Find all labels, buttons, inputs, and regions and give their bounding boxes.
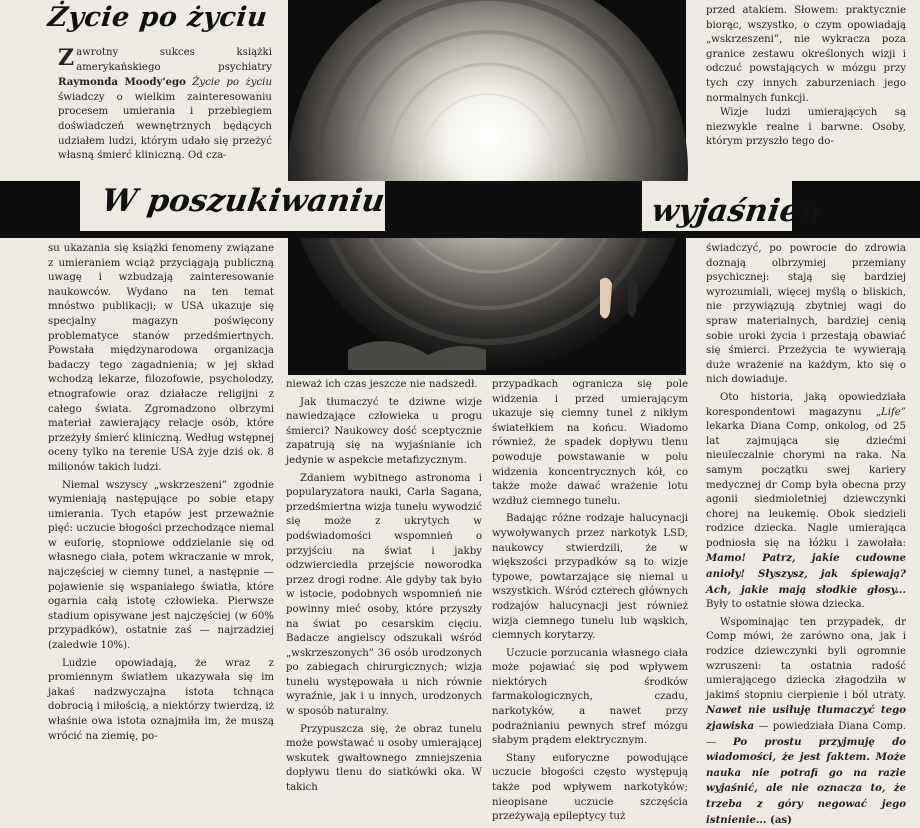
column-2 [286, 378, 482, 796]
subtitle-right: wyjaśnień [649, 193, 825, 229]
lead-paragraph: Zawrotny sukces książki amerykańskiego psychiatry Raymonda Moody'ego Życie po życiu świadczy o wielkim zainteresowaniu procesem umierania i przebiegiem doświadczeń wewnętrznych będących udziałem ludzi, którym udało się przeżyć własną śmierć kliniczną. Od cza- [58, 45, 273, 162]
subtitle-left: W poszukiwaniu [99, 183, 387, 219]
paragraph: su ukazania się książki fenomeny związane z umieraniem wciąż przyciągają publiczną uwagę i wzbudzają zainteresowanie naukowców. Wydano na ten temat mnóstwo publikacji; w USA ukazuje się specjalny magazyn poświęcony problematyce stanów przedśmiertnych. Powstała międzynarodowa organizacja badaczy tego zagadnienia; w jej skład wchodzą lekarze, filozofowie, psycholodzy, etnografowie oraz działacze religijni z całego świata. Zgromadzono olbrzymi materiał zawierający relacje osób, które przeżyły śmierć kliniczną. Według wstępnej oceny tylko na terenie USA żyje dziś ok. 8 milionów takich ludzi. [48, 243, 274, 473]
paragraph: Wizje ludzi umierających są niezwykle realne i barwne. Osoby, którym przyszło tego do- [706, 107, 906, 148]
paragraph: Wspominając ten przypadek, dr Comp mówi, że zarówno ona, jak i rodzice dziewczynki byli ogromnie wzruszeni: ta ostatnia radość umierającego dziecka złagodziła w jakimś stopniu cierpienie i ból utraty. Nawet nie usiłuję tłumaczyć tego zjawiska — powiedziała Diana Comp. — Po prostu przyjmuję do wiadomości, że jest faktem. Może nauka nie potrafi go na razie wyjaśnić, ale nie oznacza to, że trzeba z góry negować jego istnienie... (as) [706, 616, 906, 826]
paragraph: świadczyć, po powrocie do zdrowia doznają olbrzymiej przemiany psychicznej: stają się bardziej wyrozumiali, więcej myślą o bliskich, nie przywiązują zbytniej wagi do spraw materialnych, bardziej cenią sobie uroki życia i przestają obawiać się śmierci. Przeżycia te wywierają duże wrażenie na każdym, kto się o nich dowiaduje. [706, 243, 906, 386]
paragraph: nieważ ich czas jeszcze nie nadszedł. [286, 379, 478, 390]
column-1-top [58, 46, 272, 164]
quote: Nawet nie usiłuję tłumaczyć tego zjawiska [706, 704, 906, 732]
paragraph: Ludzie opowiadają, że wraz z promiennym światłem ukazywała się im jakaś nadzwyczajna istota tchnąca dobrocią i miłością, a niektórzy twierdzą, iż właśnie owa istota oznajmiła im, że muszą wrócić na ziemię, po- [48, 657, 274, 742]
quote: Mamo! Patrz, jakie cudowne anioły! Słyszysz, jak śpiewają? Ach, jakie mają słodkie głosy... [706, 552, 906, 596]
subtitle-right-box [642, 181, 825, 231]
paragraph: Stany euforyczne powodujące uczucie błogości często występują także pod wpływem narkotyków; nieopisane uczucie szczęścia przeżywają epileptycy tuż [492, 752, 688, 823]
column-4-bottom [706, 242, 906, 828]
paragraph: Badając różne rodzaje halucynacji wywoływanych przez narkotyk LSD, naukowcy stwierdzili, że w większości przypadków są to wizje typowe, powtarzające się niemal u wszystkich. Wśród czterech głównych rodzajów halucynacji jest również wizja ciemnego tunelu lub wąskich, ciemnych korytarzy. [492, 513, 688, 642]
paragraph: przypadkach ogranicza się pole widzenia i przed umierającym ukazuje się ciemny tunel z nikłym światełkiem na końcu. Wiadomo również, że spadek dopływu tlenu powoduje powstawanie w polu widzenia koncentrycznych kół, co także może dawać wrażenie lotu wzdłuż ciemnego tunelu. [492, 379, 688, 507]
dropcap: Z [58, 45, 75, 71]
quote: Po prostu przyjmuję do wiadomości, że jest faktem. Może nauka nie potrafi go na razie wyjaśnić, ale nie oznacza to, że trzeba z góry negować jego istnienie... [706, 735, 906, 826]
column-4-top [706, 4, 906, 150]
paragraph: Jak tłumaczyć te dziwne wizje nawiedzające człowieka u progu śmierci? Naukowcy dość sceptycznie zapatrują się na wyjaśnianie ich jedynie w aspekcie metafizycznym. [286, 396, 482, 466]
book-title: Życie po życiu [192, 77, 273, 89]
paragraph: Zdaniem wybitnego astronoma i popularyzatora nauki, Carla Sagana, przedśmiertna wizja tunelu wywodzić się może z ukrytych w podświadomości wspomnień o przyjściu na świat i jakby odzwierciedla przejście noworodka przez drogi rodne. Ale gdyby tak było w istocie, podobnych wspomnień nie powinny mieć osoby, które przyszły na świat po cesarskim cięciu. Badacze angielscy odszukali wśród „wskrzeszonych” 36 osób urodzonych po zabiegach chirurgicznych; wizja tunelu występowała u nich równie wyraźnie, jak i u innych, urodzonych w sposób naturalny. [286, 472, 482, 718]
paragraph: przed atakiem. Słowem: praktycznie biorąc, wszystko, o czym opowiadają „wskrzeszeni”, nie wykracza poza granice zestawu określonych wizji i odczuć powstających w mózgu przy tych czy innych zaburzeniach jego normalnych funkcji. [706, 5, 906, 104]
column-1-bottom [48, 242, 274, 744]
signature: (as) [766, 813, 792, 826]
paragraph: Niemal wszyscy „wskrzeszeni” zgodnie wymieniają następujące po sobie etapy umierania. Tych etapów jest przeważnie pięć: uczucie błogości przechodzące niemal w euforię, stopniowe oddzielanie się od własnego ciała, potem wkraczanie w mrok, najczęściej w ciemny tunel, a następnie — pojawienie się wspaniałego światła, które ogarnia całą istotę człowieka. Pierwsze stadium opisywane jest najczęściej (w 60% przypadków), ostatnie zaś — najrzadziej (zaledwie 10%). [48, 479, 274, 652]
paragraph: Uczucie porzucania własnego ciała może pojawiać się pod wpływem niektórych środków farmakologicznych, czadu, narkotyków, a nawet przy podrażnianiu pewnych stref mózgu słabym prądem elektrycznym. [492, 647, 688, 747]
magazine-name: „Life” [875, 406, 906, 418]
paragraph: Przypuszcza się, że obraz tunelu może powstawać u osoby umierającej wskutek gwałtownego zmniejszenia dopływu tlenu do siatkówki oka. W takich [286, 723, 482, 794]
paragraph: Oto historia, jaką opowiedziała korespondentowi magazynu „Life” lekarka Diana Comp, onkolog, od 25 lat zajmująca się dziećmi nieuleczalnie chorymi na raka. Na samym początku swej kariery medycznej dr Comp była obecna przy agonii siedmioletniej dziewczynki chorej na leukemię. Obok siedzieli rodzice dziecka. Nagle umierająca podniosła się na łóżku i zawołała: Mamo! Patrz, jakie cudowne anioły! Słyszysz, jak śpiewają? Ach, jakie mają słodkie głosy... Były to ostatnie słowa dziecka. [706, 391, 906, 611]
subtitle-left-box [80, 181, 385, 231]
headline: Życie po życiu [46, 2, 269, 33]
column-3 [492, 378, 688, 825]
author-name: Raymonda Moody'ego [58, 76, 186, 89]
